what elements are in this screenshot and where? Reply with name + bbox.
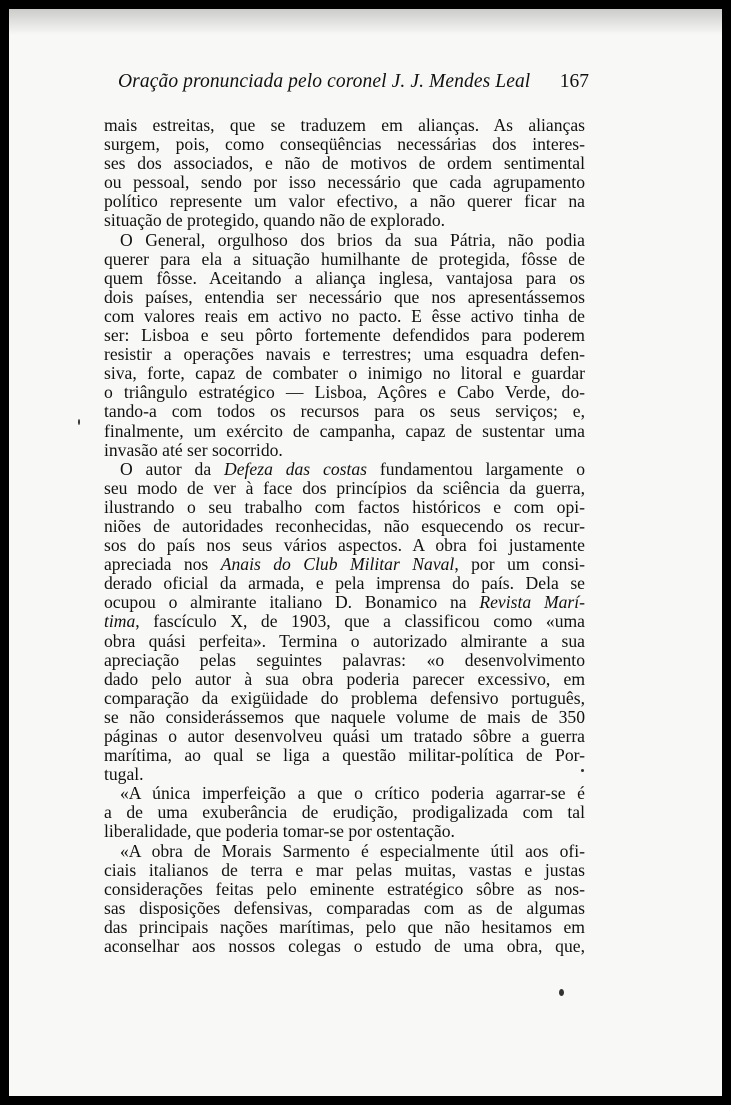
text-line xyxy=(104,517,585,536)
text-line xyxy=(104,345,585,364)
body-text xyxy=(104,116,585,956)
text-line xyxy=(104,269,585,288)
text-segment: aconselhar aos nossos colegas o estudo de uma obra, que, xyxy=(104,936,585,957)
text-line xyxy=(104,383,585,402)
text-line xyxy=(104,670,585,689)
text-segment: o triângulo estratégico — Lisboa, Açôres e Cabo Verde, do- xyxy=(104,382,585,403)
ink-speck xyxy=(559,989,564,996)
text-line xyxy=(104,364,585,383)
text-segment: das principais nações marítimas, pelo que não hesitamos em xyxy=(104,916,585,937)
text-segment: O autor da xyxy=(120,458,225,479)
text-segment: ciais italianos de terra e mar pelas muitas, vastas e justas xyxy=(104,859,585,880)
text-line xyxy=(104,918,585,937)
text-segment: considerações feitas pelo eminente estratégico sôbre as nos- xyxy=(104,878,585,899)
text-line xyxy=(104,192,585,211)
text-segment: marítima, ao qual se liga a questão militar-política de Por- xyxy=(104,745,585,766)
text-line xyxy=(104,441,585,460)
text-segment: tugal. xyxy=(104,764,144,785)
text-segment: comparação da exigüidade do problema defensivo português, xyxy=(104,687,585,708)
text-segment: siva, forte, capaz de combater o inimigo no litoral e guardar xyxy=(104,363,585,384)
text-segment: político represente um valor efectivo, a não querer ficar na xyxy=(104,191,585,212)
text-segment: surgem, pois, como conseqüências necessárias dos interes- xyxy=(104,134,585,155)
text-line xyxy=(104,288,585,307)
page-number: 167 xyxy=(559,71,589,92)
text-segment: a de uma exuberância de erudição, prodigalizada com tal xyxy=(104,802,585,823)
text-segment: dado pelo autor à sua obra poderia parecer excessivo, em xyxy=(104,668,585,689)
text-segment: ser: Lisboa e seu pôrto fortemente defendidos para poderem xyxy=(104,325,585,346)
text-segment: ses dos associados, e não de motivos de ordem sentimental xyxy=(104,153,585,174)
text-segment: derado oficial da armada, e pela imprensa do país. Dela se xyxy=(104,573,585,594)
text-line xyxy=(104,460,585,479)
text-segment: mais estreitas, que se traduzem em alianças. As alianças xyxy=(104,115,585,135)
text-segment: com valores reais em activo no pacto. E êsse activo tinha de xyxy=(104,305,585,326)
text-segment: O General, orgulhoso dos brios da sua Pátria, não podia xyxy=(120,229,585,250)
text-line xyxy=(104,593,585,612)
text-line xyxy=(104,689,585,708)
page-edge-shadow xyxy=(9,9,722,35)
text-line xyxy=(104,880,585,899)
text-line xyxy=(104,250,585,269)
text-line xyxy=(104,326,585,345)
text-line xyxy=(104,822,585,841)
text-line xyxy=(104,574,585,593)
text-segment: , por um consi- xyxy=(454,554,585,575)
text-line xyxy=(104,211,585,230)
text-segment: páginas o autor desenvolveu quási um tratado sôbre a guerra xyxy=(104,726,585,746)
text-line xyxy=(104,708,585,727)
text-line xyxy=(104,231,585,250)
text-segment: apreciação pelas seguintes palavras: «o desenvolvimento xyxy=(104,649,585,670)
text-line xyxy=(104,154,585,173)
text-segment: ilustrando o seu trabalho com factos históricos e com opi- xyxy=(104,496,585,517)
text-segment: fundamentou largamente o xyxy=(367,458,586,479)
text-segment: se não considerássemos que naquele volume de mais de 350 xyxy=(104,706,585,727)
text-segment: dois países, entendia ser necessário que nos apresentássemos xyxy=(104,286,585,307)
text-line xyxy=(104,422,585,441)
text-line xyxy=(104,803,585,822)
text-segment: ocupou o almirante italiano D. Bonamico na xyxy=(104,592,480,613)
text-segment: niões de autoridades reconhecidas, não esquecendo os recur- xyxy=(104,515,585,536)
text-segment: «A única imperfeição a que o crítico poderia agarrar-se é xyxy=(120,783,585,804)
text-segment: invasão até ser socorrido. xyxy=(104,439,283,460)
text-line xyxy=(104,632,585,651)
text-segment: apreciada nos xyxy=(104,554,221,575)
text-segment: seu modo de ver à face dos princípios da sciência da guerra, xyxy=(104,477,585,498)
text-segment: finalmente, um exército de campanha, capaz de sustentar uma xyxy=(104,420,585,441)
text-line xyxy=(104,498,585,517)
text-line xyxy=(104,612,585,631)
text-line xyxy=(104,746,585,765)
text-segment: «A obra de Morais Sarmento é especialmente útil aos ofi- xyxy=(120,840,585,861)
italic-title: Revista Marí- xyxy=(479,592,585,613)
text-line xyxy=(104,842,585,861)
text-line xyxy=(104,784,585,803)
text-line xyxy=(104,479,585,498)
text-segment: resistir a operações navais e terrestres; uma esquadra defen- xyxy=(104,344,585,365)
ink-speck xyxy=(581,769,584,772)
text-segment: , fascículo X, de 1903, que a classificou como «uma xyxy=(135,611,585,632)
text-segment: obra quási perfeita». Termina o autorizado almirante a sua xyxy=(104,630,585,651)
text-line xyxy=(104,402,585,421)
text-line xyxy=(104,651,585,670)
text-line xyxy=(104,536,585,555)
text-segment: ou pessoal, sendo por isso necessário que cada agrupamento xyxy=(104,172,585,193)
italic-title: Anais do Club Militar Naval xyxy=(220,554,455,575)
text-line xyxy=(104,555,585,574)
text-segment: sas disposições defensivas, comparadas com as de algumas xyxy=(104,897,585,918)
text-line xyxy=(104,173,585,192)
scanned-page xyxy=(9,9,722,1096)
italic-title: Defeza das costas xyxy=(224,458,367,479)
italic-title: tima xyxy=(104,611,136,632)
text-segment: liberalidade, que poderia tomar-se por ostentação. xyxy=(104,821,455,842)
text-line xyxy=(104,307,585,326)
text-line xyxy=(104,899,585,918)
running-title: Oração pronunciada pelo coronel J. J. Mendes Leal xyxy=(118,71,531,92)
text-segment: tando-a com todos os recursos para os seus serviços; e, xyxy=(104,401,585,422)
text-segment: situação de protegido, quando não de explorado. xyxy=(104,210,446,231)
text-segment: sos do país nos seus vários aspectos. A obra foi justamente xyxy=(104,535,585,556)
text-line xyxy=(104,727,585,746)
text-segment: querer para ela a situação humilhante de protegida, fôsse de xyxy=(104,248,585,269)
running-header xyxy=(118,71,598,101)
text-line xyxy=(104,765,585,784)
ink-speck xyxy=(78,419,80,425)
text-segment: quem fôsse. Aceitando a aliança inglesa, vantajosa para os xyxy=(104,267,585,288)
text-line xyxy=(104,937,585,956)
text-line xyxy=(104,116,585,135)
text-line xyxy=(104,861,585,880)
text-line xyxy=(104,135,585,154)
